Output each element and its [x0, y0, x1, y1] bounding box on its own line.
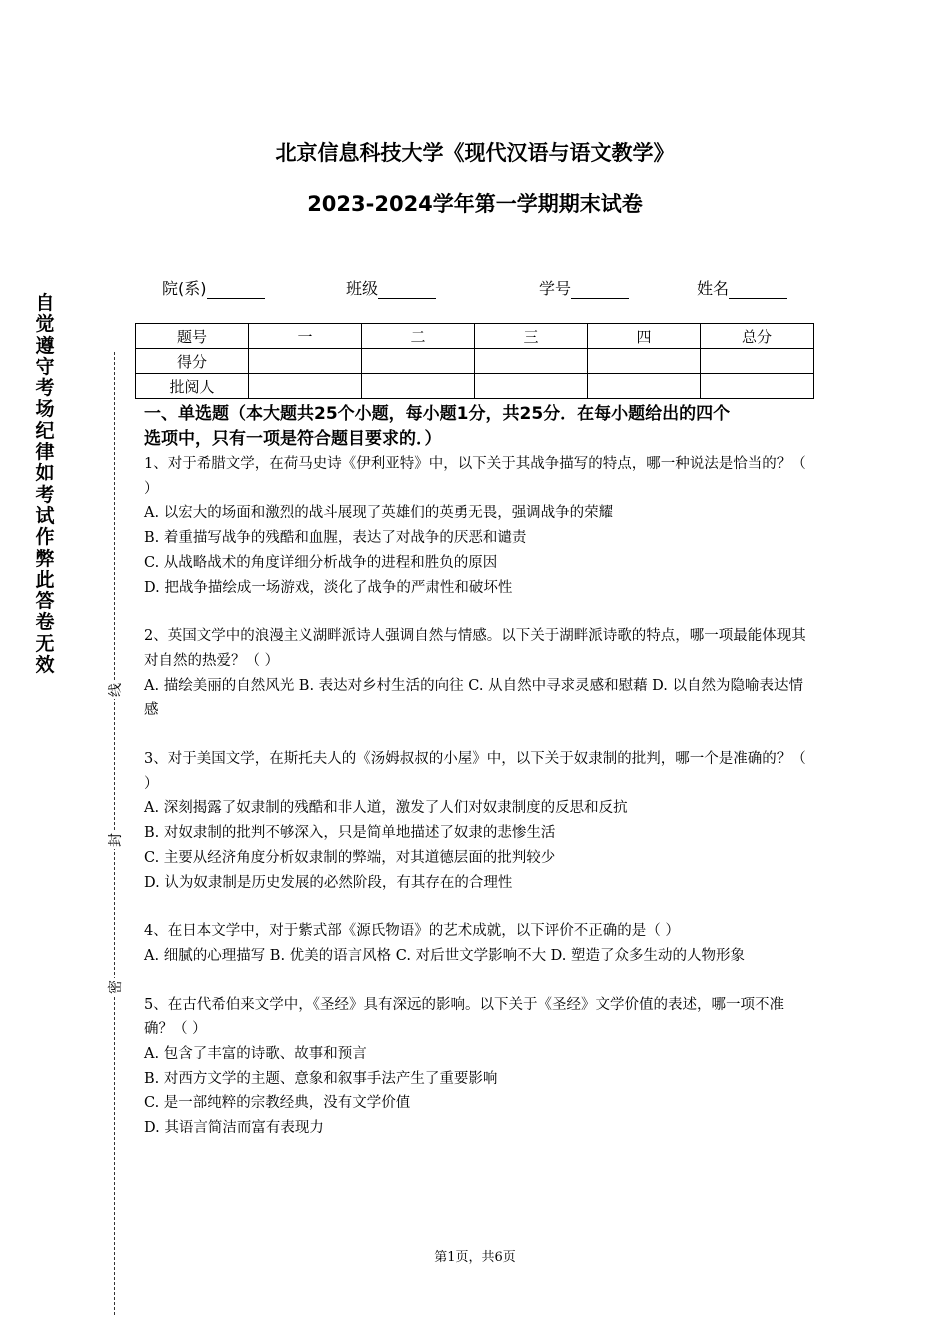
student-id-field	[539, 276, 629, 299]
name-field	[697, 276, 787, 299]
question-3	[144, 747, 812, 895]
option-d[interactable]: D. 把战争描绘成一场游戏，淡化了战争的严肃性和破坏性	[144, 579, 513, 596]
score-table-header-cell: 四	[588, 324, 701, 349]
option-a[interactable]: A. 包含了丰富的诗歌、故事和预言	[144, 1046, 367, 1063]
score-row	[136, 349, 814, 374]
question-4	[144, 919, 812, 968]
spacer	[144, 600, 812, 624]
integrity-notice	[32, 293, 58, 676]
spacer	[144, 895, 812, 919]
class-blank[interactable]	[378, 283, 436, 299]
question-stem: 4、在日本文学中，对于紫式部《源氏物语》的艺术成就，以下评价不正确的是（ ）	[144, 923, 680, 940]
question-stem: 5、在古代希伯来文学中，《圣经》具有深远的影响。以下关于《圣经》文学价值的表述，哪一项不准确？（ ）	[144, 996, 784, 1038]
integrity-notice-char: 纪	[35, 419, 55, 442]
score-table-header-row	[136, 324, 814, 349]
grader-cell[interactable]	[475, 374, 588, 399]
option-a[interactable]: A. 以宏大的场面和激烈的战斗展现了英雄们的英勇无畏，强调战争的荣耀	[144, 505, 614, 522]
integrity-notice-char: 试	[35, 504, 55, 527]
option-b[interactable]: B. 对奴隶制的批判不够深入，只是简单地描述了奴隶的悲惨生活	[144, 825, 556, 842]
integrity-notice-char: 卷	[35, 611, 55, 634]
department-blank[interactable]	[207, 283, 265, 299]
score-table-header-cell: 题号	[136, 324, 249, 349]
option-d[interactable]: D. 认为奴隶制是历史发展的必然阶段，有其存在的合理性	[144, 874, 513, 891]
integrity-notice-char: 此	[35, 568, 55, 591]
integrity-notice-char: 律	[35, 441, 55, 464]
integrity-notice-char: 弊	[35, 547, 55, 570]
question-2	[144, 624, 812, 723]
integrity-notice-char: 自	[35, 292, 55, 314]
student-id-label: 学号	[539, 279, 572, 298]
grader-row-label: 批阅人	[136, 374, 249, 399]
question-stem: 1、对于希腊文学，在荷马史诗《伊利亚特》中，以下关于其战争描写的特点，哪一种说法是恰当的？（ ）	[144, 456, 806, 497]
department-field	[162, 276, 265, 299]
score-cell[interactable]	[701, 349, 814, 374]
score-table-header-cell: 一	[249, 324, 362, 349]
integrity-notice-char: 守	[35, 355, 55, 378]
grader-cell[interactable]	[588, 374, 701, 399]
question-1	[144, 452, 812, 600]
integrity-notice-char: 作	[35, 526, 55, 549]
name-label: 姓名	[697, 279, 730, 298]
score-cell[interactable]	[362, 349, 475, 374]
spacer	[144, 969, 812, 993]
question-5	[144, 993, 812, 1141]
student-id-blank[interactable]	[571, 283, 629, 299]
page-footer: 第1页，共6页	[434, 1250, 516, 1265]
option-d[interactable]: D. 其语言简洁而富有表现力	[144, 1120, 324, 1137]
class-label: 班级	[346, 279, 379, 298]
score-cell[interactable]	[475, 349, 588, 374]
seal-seal-mark: 封	[105, 831, 125, 849]
option-c[interactable]: C. 是一部纯粹的宗教经典，没有文学价值	[144, 1095, 411, 1112]
option-a[interactable]: A. 深刻揭露了奴隶制的残酷和非人道，激发了人们对奴隶制度的反思和反抗	[144, 800, 628, 817]
grader-row	[136, 374, 814, 399]
integrity-notice-char: 考	[35, 377, 55, 400]
option-b[interactable]: B. 着重描写战争的残酷和血腥，表达了对战争的厌恶和谴责	[144, 530, 527, 547]
integrity-notice-char: 场	[35, 398, 55, 421]
question-stem: 2、英国文学中的浪漫主义湖畔派诗人强调自然与情感。以下关于湖畔派诗歌的特点，哪一项最能体现其对自然的热爱？（ ）	[144, 628, 806, 669]
section-heading-line1: 一、单选题（本大题共25个小题，每小题1分，共25分．在每小题给出的四个	[144, 404, 731, 424]
score-cell[interactable]	[588, 349, 701, 374]
score-row-label: 得分	[136, 349, 249, 374]
option-b[interactable]: B. 对西方文学的主题、意象和叙事手法产生了重要影响	[144, 1070, 498, 1087]
integrity-notice-char: 效	[35, 654, 55, 677]
grader-cell[interactable]	[249, 374, 362, 399]
integrity-notice-char: 答	[35, 590, 55, 613]
options-inline[interactable]: A. 描绘美丽的自然风光 B. 表达对乡村生活的向往 C. 从自然中寻求灵感和慰藉 D. 以自然为隐喻表达情感	[144, 677, 804, 719]
option-c[interactable]: C. 从战略战术的角度详细分析战争的进程和胜负的原因	[144, 554, 498, 571]
grader-cell[interactable]	[701, 374, 814, 399]
spacer	[144, 723, 812, 747]
grader-cell[interactable]	[362, 374, 475, 399]
class-field	[346, 276, 436, 299]
integrity-notice-char: 如	[35, 462, 55, 485]
score-table-header-cell: 三	[475, 324, 588, 349]
exam-title-line1: 北京信息科技大学《现代汉语与语文教学》	[275, 141, 675, 165]
score-table	[135, 323, 814, 399]
name-blank[interactable]	[729, 283, 787, 299]
score-table-header-cell: 二	[362, 324, 475, 349]
integrity-notice-char: 觉	[35, 313, 55, 336]
integrity-notice-char: 遵	[35, 334, 55, 357]
department-label: 院(系)	[162, 279, 207, 298]
section-heading	[144, 402, 812, 452]
score-table-header-cell: 总分	[701, 324, 814, 349]
question-stem: 3、对于美国文学，在斯托夫人的《汤姆叔叔的小屋》中，以下关于奴隶制的批判，哪一个是准确的？（ ）	[144, 751, 806, 792]
seal-secret-mark: 密	[105, 978, 125, 996]
option-c[interactable]: C. 主要从经济角度分析奴隶制的弊端，对其道德层面的批判较少	[144, 849, 556, 866]
integrity-notice-char: 考	[35, 483, 55, 506]
section-heading-line2: 选项中，只有一项是符合题目要求的．）	[144, 429, 442, 449]
seal-line-mark: 线	[105, 681, 125, 699]
integrity-notice-char: 无	[35, 632, 55, 655]
exam-content	[144, 402, 812, 1141]
options-inline[interactable]: A. 细腻的心理描写 B. 优美的语言风格 C. 对后世文学影响不大 D. 塑造了众多生动的人物形象	[144, 947, 746, 964]
exam-title-line2: 2023-2024学年第一学期期末试卷	[307, 192, 643, 216]
score-cell[interactable]	[249, 349, 362, 374]
